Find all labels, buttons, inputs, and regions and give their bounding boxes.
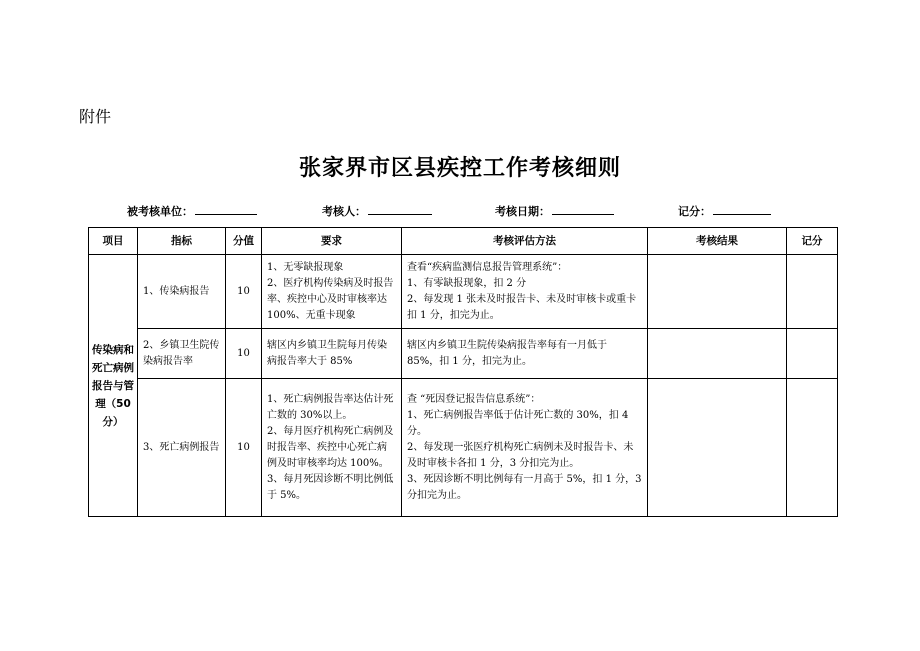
header-score: 分值 — [226, 228, 262, 255]
score-cell: 10 — [226, 379, 262, 517]
assessment-meta — [0, 203, 920, 219]
page-title: 张家界市区县疾控工作考核细则 — [298, 156, 621, 181]
unit-label: 被考核单位： — [127, 205, 193, 218]
date-blank[interactable] — [552, 203, 614, 215]
assessor-field — [322, 203, 432, 219]
requirement-cell: 辖区内乡镇卫生院每月传染病报告率大于 85% — [262, 329, 402, 379]
unit-blank[interactable] — [195, 203, 257, 215]
points-cell[interactable] — [787, 379, 838, 517]
requirement-cell: 1、死亡病例报告率达估计死亡数的 30%以上。 2、每月医疗机构死亡病例及时报告率、疾控中心死亡病例及时审核率均达 100%。 3、每月死因诊断不明比例低于 5%。 — [262, 379, 402, 517]
indicator-cell: 3、死亡病例报告 — [138, 379, 226, 517]
table-header-row — [89, 228, 838, 255]
result-cell[interactable] — [648, 255, 787, 329]
score-blank[interactable] — [713, 203, 771, 215]
score-label: 记分： — [678, 205, 711, 218]
header-project: 项目 — [89, 228, 138, 255]
table-row — [89, 329, 838, 379]
assessor-blank[interactable] — [368, 203, 432, 215]
score-cell: 10 — [226, 255, 262, 329]
indicator-cell: 1、传染病报告 — [138, 255, 226, 329]
header-requirement: 要求 — [262, 228, 402, 255]
score-cell: 10 — [226, 329, 262, 379]
indicator-cell: 2、乡镇卫生院传染病报告率 — [138, 329, 226, 379]
attachment-label: 附件 — [79, 107, 112, 126]
header-result: 考核结果 — [648, 228, 787, 255]
header-method: 考核评估方法 — [402, 228, 648, 255]
result-cell[interactable] — [648, 379, 787, 517]
project-cell: 传染病和死亡病例报告与管理（50分） — [89, 255, 138, 517]
header-indicator: 指标 — [138, 228, 226, 255]
assessment-table — [88, 227, 838, 517]
assessor-label: 考核人： — [322, 205, 366, 218]
result-cell[interactable] — [648, 329, 787, 379]
points-cell[interactable] — [787, 255, 838, 329]
header-points: 记分 — [787, 228, 838, 255]
date-field — [495, 203, 614, 219]
table-row — [89, 255, 838, 329]
unit-field — [127, 203, 257, 219]
method-cell: 查看“疾病监测信息报告管理系统”： 1、有零缺报现象，扣 2 分 2、每发现 1 张未及时报告卡、未及时审核卡或重卡扣 1 分，扣完为止。 — [402, 255, 648, 329]
table-row — [89, 379, 838, 517]
method-cell: 查 “死因登记报告信息系统”： 1、死亡病例报告率低于估计死亡数的 30%，扣 4 分。 2、每发现一张医疗机构死亡病例未及时报告卡、未及时审核卡各扣 1 分，3 分扣完为止。 3、死因诊断不明比例每有一月高于 5%，扣 1 分，3 分扣完为止。 — [402, 379, 648, 517]
points-cell[interactable] — [787, 329, 838, 379]
score-field — [678, 203, 771, 219]
method-cell: 辖区内乡镇卫生院传染病报告率每有一月低于 85%，扣 1 分，扣完为止。 — [402, 329, 648, 379]
date-label: 考核日期： — [495, 205, 550, 218]
requirement-cell: 1、无零缺报现象 2、医疗机构传染病及时报告率、疾控中心及时审核率达 100%、无重卡现象 — [262, 255, 402, 329]
